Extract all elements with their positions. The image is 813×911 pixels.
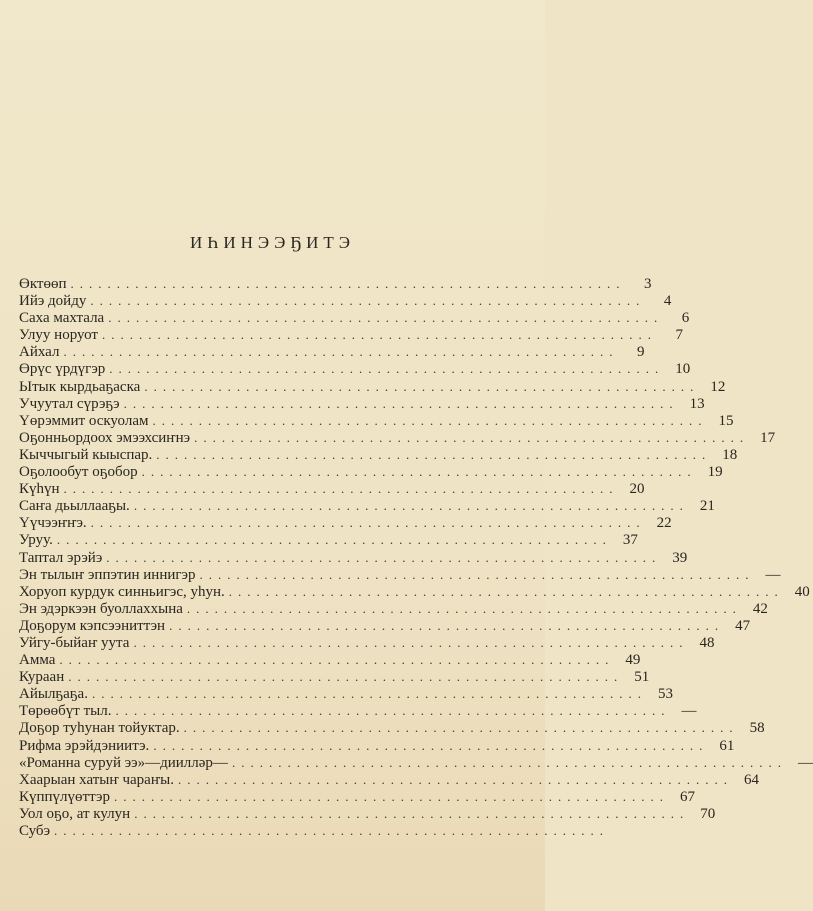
toc-entry-page-number: 70: [700, 805, 716, 822]
toc-entry: [19, 685, 673, 703]
dot-leader: ............................................................: [91, 686, 647, 702]
toc-entry-page-number: 15: [718, 412, 734, 429]
toc-entry: [19, 480, 645, 498]
toc-entry-title: Ытык кырдьаҕаска: [19, 378, 141, 395]
dot-leader: ............................................................: [194, 429, 750, 445]
toc-entry: [19, 531, 638, 549]
toc-entry-page-number: 21: [699, 498, 715, 515]
toc-entry-title: Учуутал сүрэҕэ: [19, 395, 120, 412]
toc-entry-page-number: 61: [719, 737, 735, 754]
dot-leader: ............................................................: [228, 583, 784, 599]
dot-leader: ............................................................: [90, 515, 646, 531]
toc-entry: [19, 668, 650, 686]
toc-entry-page-number: 4: [663, 293, 672, 310]
toc-entry-title: Эн эдэркээн буоллаххына: [19, 600, 183, 617]
dot-leader: ............................................................: [108, 310, 664, 326]
toc-entry-title: Амма: [19, 652, 56, 669]
toc-entry: [19, 514, 672, 532]
dot-leader: ............................................................: [231, 754, 787, 770]
toc-entry: [19, 360, 691, 378]
toc-entry-page-number: 13: [689, 395, 705, 412]
toc-entry-page-number: —: [765, 566, 781, 583]
toc-entry: [19, 463, 723, 481]
toc-entry-page-number: 42: [752, 600, 768, 617]
toc-entry: [19, 719, 765, 737]
toc-entry-page-number: 19: [707, 464, 723, 481]
dot-leader: ............................................................: [70, 276, 626, 291]
dot-leader: ............................................................: [199, 566, 755, 582]
toc-entry-page-number: 7: [675, 327, 683, 344]
toc-entry-page-number: 39: [672, 549, 688, 566]
toc-entry-title: Кыччыгый кыыспар.: [19, 446, 153, 463]
dot-leader: ............................................................: [54, 823, 610, 838]
toc-entry-title: Айылҕаҕа.: [19, 686, 88, 703]
toc-entry: [19, 275, 652, 292]
toc-entry-title: Уруу.: [19, 532, 53, 549]
toc-entry-title: Өрүс үрдүгэр: [19, 361, 106, 378]
toc-entry-title: Субэ: [19, 823, 51, 839]
toc-entry-page-number: —: [681, 703, 697, 720]
dot-leader: ............................................................: [109, 361, 665, 377]
toc-entry-title: Хаарыан хатыҥ чараҥы.: [19, 771, 174, 788]
dot-leader: ............................................................: [56, 532, 612, 548]
toc-entry-title: Рифма эрэйдэниитэ.: [19, 737, 150, 754]
toc-entry: [19, 326, 683, 344]
toc-entry: [19, 754, 813, 771]
toc-entry: [19, 600, 768, 617]
toc-entry: [19, 788, 695, 805]
toc-entry-title: Айхал: [19, 344, 60, 361]
toc-entry: [19, 634, 715, 651]
toc-entry: [19, 429, 776, 446]
toc-entry-page-number: 51: [634, 669, 650, 686]
toc-entry-title: Өктөөп: [19, 276, 67, 292]
toc-entry-page-number: 48: [699, 634, 715, 651]
table-of-contents: [19, 275, 813, 839]
toc-entry-title: «Романна суруй ээ»—диилләр—: [19, 754, 228, 771]
toc-entry-title: Төрөөбүт тыл.: [19, 703, 112, 720]
dot-leader: ............................................................: [63, 481, 619, 497]
toc-entry-title: Улуу норуот: [19, 327, 98, 344]
dot-leader: ............................................................: [68, 669, 624, 685]
toc-entry-page-number: 67: [679, 788, 695, 805]
dot-leader: ............................................................: [90, 293, 646, 309]
toc-entry-title: Оҕолообут оҕобор: [19, 464, 138, 481]
toc-entry-title: Уол оҕо, ат кулун: [19, 805, 131, 822]
toc-entry-page-number: 49: [625, 652, 641, 669]
toc-entry: [19, 583, 810, 600]
toc-entry: [19, 822, 610, 839]
toc-entry-page-number: 6: [681, 310, 690, 327]
dot-leader: ............................................................: [106, 549, 662, 565]
dot-leader: ............................................................: [101, 327, 657, 343]
toc-entry: [19, 309, 690, 327]
toc-entry: [19, 412, 734, 429]
dot-leader: ............................................................: [141, 464, 697, 480]
toc-entry: [19, 805, 716, 822]
toc-entry-title: Ийэ дойду: [19, 293, 87, 310]
dot-leader: ............................................................: [134, 805, 690, 821]
toc-entry-title: Үүчээҥҥэ.: [19, 515, 87, 532]
dot-leader: ............................................................: [156, 446, 712, 462]
toc-entry-page-number: 17: [760, 429, 776, 446]
dot-leader: ............................................................: [133, 634, 689, 650]
toc-entry: [19, 737, 735, 754]
dot-leader: ............................................................: [183, 720, 739, 736]
toc-entry: [19, 497, 715, 515]
dot-leader: ............................................................: [63, 344, 619, 360]
toc-entry-title: Доҕор туһунан тойуктар.: [19, 720, 180, 737]
toc-entry-page-number: 3: [644, 276, 652, 292]
toc-entry-title: Күһүн: [19, 481, 60, 498]
toc-entry-title: Саҥа дьыллааҕы.: [19, 498, 130, 515]
toc-entry-page-number: —: [797, 754, 813, 771]
dot-leader: ............................................................: [113, 788, 669, 804]
dot-leader: ............................................................: [153, 737, 709, 753]
toc-entry-page-number: 37: [622, 532, 638, 549]
dot-leader: ............................................................: [152, 412, 708, 428]
toc-entry-page-number: 20: [629, 481, 645, 498]
toc-entry-page-number: 53: [657, 686, 673, 703]
toc-entry-page-number: 47: [735, 617, 751, 634]
toc-entry-page-number: 12: [710, 378, 726, 395]
toc-entry: [19, 771, 759, 788]
toc-entry: [19, 702, 697, 720]
toc-entry-title: Саха махтала: [19, 310, 105, 327]
toc-entry-title: Уйгу-быйаҥ уута: [19, 634, 130, 651]
toc-entry-page-number: 9: [636, 344, 645, 361]
toc-entry: [19, 395, 705, 412]
toc-entry-title: Күппүлүөттэр: [19, 788, 110, 805]
toc-entry: [19, 566, 781, 583]
toc-entry: [19, 292, 672, 310]
toc-entry-page-number: 58: [749, 720, 765, 737]
toc-entry: [19, 617, 751, 634]
toc-entry-title: Эн тылыҥ эппэтин иннигэр: [19, 566, 196, 583]
page-title: ИҺИНЭЭҔИТЭ: [190, 233, 355, 252]
dot-leader: ............................................................: [169, 617, 725, 633]
toc-entry-title: Доҕорум кэпсээниттэн: [19, 617, 166, 634]
dot-leader: ............................................................: [123, 395, 679, 411]
toc-entry-page-number: 64: [744, 771, 759, 788]
toc-entry-page-number: 18: [722, 446, 738, 463]
toc-entry-title: Үөрэммит оскуолам: [19, 412, 149, 429]
toc-entry-title: Оҕонньордоох эмээхсиҥнэ: [19, 429, 191, 446]
toc-entry-title: Хоруоп курдук синньигэс, уһун.: [19, 583, 225, 600]
dot-leader: ............................................................: [133, 498, 689, 514]
toc-entry-page-number: 10: [675, 361, 691, 378]
toc-entry: [19, 446, 738, 463]
toc-entry: [19, 378, 726, 395]
toc-entry-title: Кураан: [19, 669, 65, 686]
dot-leader: ............................................................: [178, 771, 733, 787]
toc-entry-title: Таптал эрэйэ: [19, 549, 103, 566]
toc-entry: [19, 343, 645, 361]
toc-entry: [19, 549, 688, 566]
dot-leader: ............................................................: [115, 703, 671, 719]
toc-entry: [19, 651, 641, 669]
toc-entry-page-number: 22: [656, 515, 672, 532]
toc-entry-page-number: 40: [794, 583, 810, 600]
dot-leader: ............................................................: [186, 600, 742, 616]
dot-leader: ............................................................: [144, 378, 700, 394]
dot-leader: ............................................................: [59, 652, 615, 668]
